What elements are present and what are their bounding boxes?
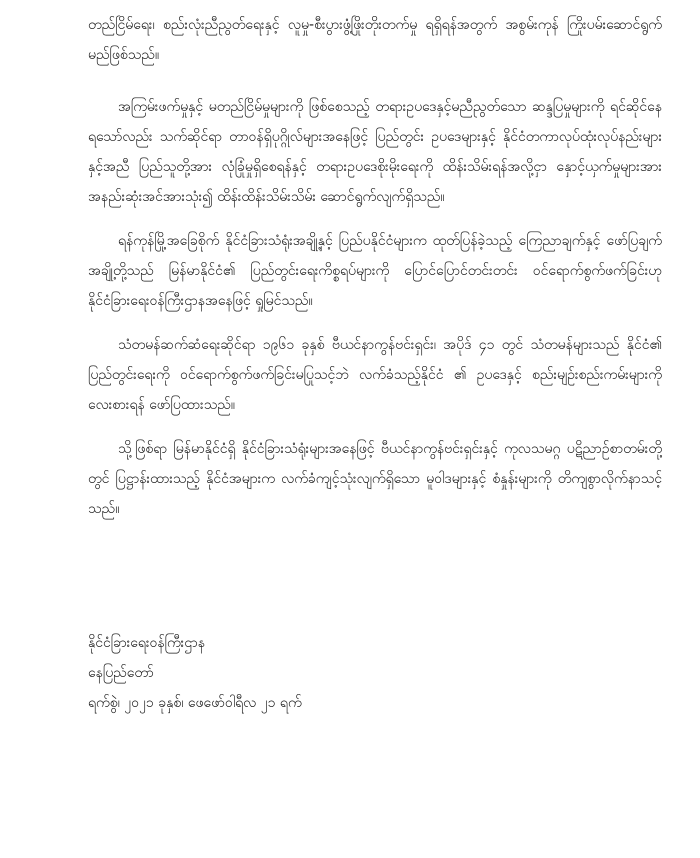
ministry-name: နိုင်ငံခြားရေးဝန်ကြီးဌာန (88, 635, 205, 651)
city-name: နေပြည်တော် (88, 665, 154, 681)
paragraph-3 (88, 226, 662, 316)
paragraph-4 (88, 330, 662, 420)
paragraph-text: သို့ဖြစ်ရာ မြန်မာနိုင်ငံရှိ နိုင်ငံခြားသံရုံးများအနေဖြင့် ဗီယင်နာကွန်ဗင်းရှင်းနှင့် ကုလသမဂ္ဂ ပဋိညာဉ်စာတမ်းတို့တွင် ပြဋ္ဌာန်းထားသည့် နိုင်ငံအများက လက်ခံကျင့်သုံးလျက်ရှိသော မူဝါဒများနှင့် စံနှုန်းများကို တိကျစွာလိုက်နာသင့်သည်။ (88, 441, 662, 517)
paragraph-2 (88, 92, 662, 212)
paragraph-text: အကြမ်းဖက်မှုနှင့် မတည်ငြိမ်မှုများကို ဖြစ်စေသည့် တရားဥပဒေနှင့်မညီညွတ်သော ဆန္ဒပြမှုများကို ရင်ဆိုင်နေရသော်လည်း သက်ဆိုင်ရာ တာဝန်ရှိပုဂ္ဂိုလ်များအနေဖြင့် ပြည်တွင်း ဥပဒေများနှင့် နိုင်ငံတကာလုပ်ထုံးလုပ်နည်းများနှင့်အညီ ပြည်သူတို့အား လုံခြုံမှုရှိစေရန်နှင့် တရားဥပဒေစိုးမိုးရေးကို ထိန်းသိမ်းရန်အလို့ငှာ နှောင့်ယှက်မှုများအား အနည်းဆုံးအင်အားသုံး၍ ထိန်းထိန်းသိမ်းသိမ်း ဆောင်ရွက်လျက်ရှိသည်။ (88, 99, 662, 205)
document-date: ရက်စွဲ၊ ၂၀၂၁ ခုနှစ်၊ ဖေဖော်ဝါရီလ ၂၁ ရက် (88, 695, 302, 711)
paragraph-text: တည်ငြိမ်ရေး၊ စည်းလုံးညီညွတ်ရေးနှင့် လူမှု-စီးပွားဖွံ့ဖြိုးတိုးတက်မှု ရရှိရန်အတွက် အစွမ်းကုန် ကြိုးပမ်းဆောင်ရွက်မည်ဖြစ်သည်။ (88, 17, 662, 63)
signature-block (88, 628, 302, 718)
paragraph-1 (88, 10, 662, 70)
paragraph-text: သံတမန်ဆက်ဆံရေးဆိုင်ရာ ၁၉၆၁ ခုနှစ် ဗီယင်နာကွန်ဗင်းရှင်း၊ အပိုဒ် ၄၁ တွင် သံတမန်များသည် နိုင်ငံ၏ ပြည်တွင်းရေးကို ဝင်ရောက်စွက်ဖက်ခြင်းမပြုသင့်ဘဲ လက်ခံသည့်နိုင်ငံ ၏ ဥပဒေနှင့် စည်းမျဉ်းစည်းကမ်းများကို လေးစားရန် ဖော်ပြထားသည်။ (88, 337, 662, 413)
paragraph-5 (88, 434, 662, 524)
paragraph-text: ရန်ကုန်မြို့အခြေစိုက် နိုင်ငံခြားသံရုံးအချို့နှင့် ပြည်ပနိုင်ငံများက ထုတ်ပြန်ခဲ့သည့် ကြေညာချက်နှင့် ဖော်ပြချက်အချို့တို့သည် မြန်မာနိုင်ငံ၏ ပြည်တွင်းရေးကိစ္စရပ်များကို ပြောင်ပြောင်တင်းတင်း ဝင်ရောက်စွက်ဖက်ခြင်းဟု နိုင်ငံခြားရေးဝန်ကြီးဌာနအနေဖြင့် ရှုမြင်သည်။ (88, 233, 662, 309)
